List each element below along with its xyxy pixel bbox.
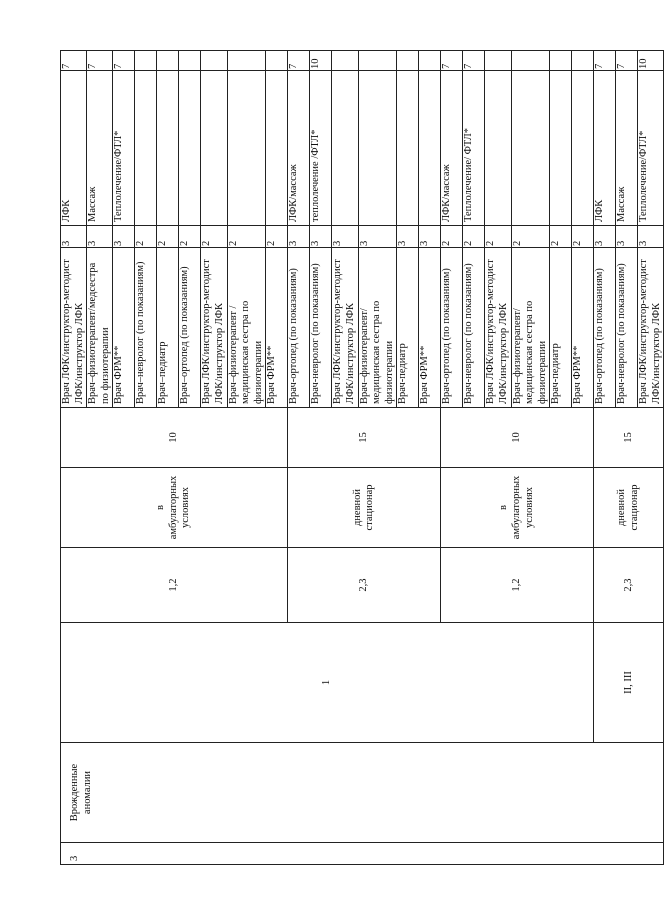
staff-count: 3 (113, 226, 135, 248)
staff-count: 2 (266, 226, 288, 248)
procedure-count-empty (332, 51, 358, 71)
staff-name: Врач ФРМ** (572, 248, 594, 408)
procedure-count: 7 (113, 51, 135, 71)
staff-count: 2 (485, 226, 511, 248)
procedure-name-empty (332, 71, 358, 226)
stage-code: 1 (61, 623, 594, 743)
procedure-count: 7 (463, 51, 485, 71)
procedure-count: 7 (441, 51, 463, 71)
procedure-name: Теплолечение/ФТЛ* (113, 71, 135, 226)
procedure-name: Массаж (616, 71, 638, 226)
procedure-name-empty (135, 71, 157, 226)
procedure-count: 7 (288, 51, 310, 71)
staff-count: 3 (594, 226, 616, 248)
staff-count: 2 (227, 226, 266, 248)
procedure-count-empty (179, 51, 201, 71)
setting-cell (594, 468, 664, 548)
staff-name: Врач-ортопед (по показаниям) (594, 248, 616, 408)
procedure-name: ЛФК/массаж (288, 71, 310, 226)
procedure-count-empty (550, 51, 572, 71)
staff-name: Врач ЛФК/инструктор-методист ЛФК/инструктор ЛФК (332, 248, 358, 408)
staff-count: 3 (288, 226, 310, 248)
days-cell: 15 (594, 408, 664, 468)
procedure-name-empty (201, 71, 227, 226)
procedure-name-empty (572, 71, 594, 226)
level-cell: 1,2 (61, 548, 288, 623)
staff-count: 3 (332, 226, 358, 248)
procedure-count: 7 (616, 51, 638, 71)
staff-name: Врач ЛФК/инструктор-методист ЛФК/инструктор ЛФК (201, 248, 227, 408)
staff-count: 3 (87, 226, 113, 248)
procedure-count-empty (485, 51, 511, 71)
setting-text: дневной стационар (616, 484, 640, 531)
staff-name: Врач–физиотерапевт /медицинская сестра по физиотерапии (227, 248, 266, 408)
level-cell: 2,3 (594, 548, 664, 623)
staff-count: 2 (201, 226, 227, 248)
procedure-name: ЛФК/массаж (441, 71, 463, 226)
days-cell: 15 (288, 408, 441, 468)
staff-count: 3 (638, 226, 664, 248)
table-row (61, 51, 87, 865)
procedure-count-empty (266, 51, 288, 71)
setting-text: дневной стационар (351, 484, 376, 531)
staff-name: Врач ФРМ** (113, 248, 135, 408)
staff-count: 2 (157, 226, 179, 248)
staff-count: 2 (463, 226, 485, 248)
staff-name: Врач–физиотерапевт/ медицинская сестра по физиотерапии (511, 248, 550, 408)
level-cell: 1,2 (441, 548, 594, 623)
staff-count: 3 (61, 226, 87, 248)
procedure-count-empty (157, 51, 179, 71)
staff-count: 3 (310, 226, 332, 248)
setting-cell (61, 468, 288, 548)
staff-count: 2 (135, 226, 157, 248)
section-number: 3 (61, 843, 664, 865)
staff-name: Врач-педиатр (550, 248, 572, 408)
staff-count: 3 (616, 226, 638, 248)
staff-name: Врач-ортопед (по показаниям) (288, 248, 310, 408)
setting-cell (288, 468, 441, 548)
procedure-count: 7 (87, 51, 113, 71)
staff-name: Врач ФРМ** (266, 248, 288, 408)
procedure-name-empty (397, 71, 419, 226)
rehabilitation-table (60, 50, 664, 865)
setting-prefix: в (155, 505, 167, 510)
procedure-count-empty (201, 51, 227, 71)
staff-name: Врач-невролог (по показаниям) (463, 248, 485, 408)
staff-name: Врач-ортопед (по показаниям) (441, 248, 463, 408)
staff-count: 2 (550, 226, 572, 248)
procedure-name: теплолечение /ФТЛ* (310, 71, 332, 226)
setting-text: амбулаторных условиях (511, 475, 535, 540)
days-cell: 10 (61, 408, 288, 468)
setting-cell (441, 468, 594, 548)
procedure-count-empty (511, 51, 550, 71)
procedure-name-empty (157, 71, 179, 226)
staff-count: 2 (572, 226, 594, 248)
staff-name: Врач–ортопед (по показаниям) (179, 248, 201, 408)
staff-count: 2 (511, 226, 550, 248)
stage-code: II, III (594, 623, 664, 743)
table-body (61, 51, 664, 865)
staff-name: Врач–педиатр (157, 248, 179, 408)
procedure-name-empty (266, 71, 288, 226)
staff-name: Врач–физиотерапевт/ медицинская сестра по физиотерапии (358, 248, 397, 408)
procedure-name-empty (485, 71, 511, 226)
level-cell: 2,3 (288, 548, 441, 623)
procedure-name: Массаж (87, 71, 113, 226)
staff-name: Врач-невролог (по показаниям) (310, 248, 332, 408)
procedure-count-empty (419, 51, 441, 71)
table-row (594, 51, 616, 865)
procedure-count: 10 (638, 51, 664, 71)
staff-name: Врач-невролог (по показаниям) (616, 248, 638, 408)
staff-name: Врач ЛФК/инструктор-методист ЛФК/инструктор ЛФК (61, 248, 87, 408)
procedure-name-empty (511, 71, 550, 226)
procedure-name: ЛФК (594, 71, 616, 226)
procedure-name-empty (419, 71, 441, 226)
procedure-count-empty (358, 51, 397, 71)
procedure-count-empty (572, 51, 594, 71)
procedure-name-empty (358, 71, 397, 226)
staff-count: 2 (441, 226, 463, 248)
staff-name: Врач ФРМ** (419, 248, 441, 408)
setting-text: амбулаторных условиях (167, 475, 192, 540)
staff-name: Врач ЛФК/инструктор-методист ЛФК/инструктор ЛФК (485, 248, 511, 408)
procedure-name-empty (179, 71, 201, 226)
staff-count: 3 (419, 226, 441, 248)
section-name: Врожденные аномалии (61, 743, 664, 843)
procedure-name: Теплолечение/ ФТЛ* (463, 71, 485, 226)
staff-name: Врач–невролог (по показаниям) (135, 248, 157, 408)
procedure-name: Теплолечение/ФТЛ* (638, 71, 664, 226)
staff-name: Врач–физиотерапевт/медсестра по физиотерапии (87, 248, 113, 408)
staff-name: Врач-педиатр (397, 248, 419, 408)
procedure-count: 7 (61, 51, 87, 71)
procedure-name-empty (227, 71, 266, 226)
procedure-count-empty (397, 51, 419, 71)
procedure-name-empty (550, 71, 572, 226)
setting-prefix: в (498, 505, 510, 510)
staff-name: Врач ЛФК/инструктор-методист ЛФК/инструктор ЛФК (638, 248, 664, 408)
procedure-name: ЛФК (61, 71, 87, 226)
staff-count: 2 (179, 226, 201, 248)
procedure-count-empty (135, 51, 157, 71)
staff-count: 3 (397, 226, 419, 248)
procedure-count-empty (227, 51, 266, 71)
staff-count: 3 (358, 226, 397, 248)
days-cell: 10 (441, 408, 594, 468)
procedure-count: 10 (310, 51, 332, 71)
procedure-count: 7 (594, 51, 616, 71)
